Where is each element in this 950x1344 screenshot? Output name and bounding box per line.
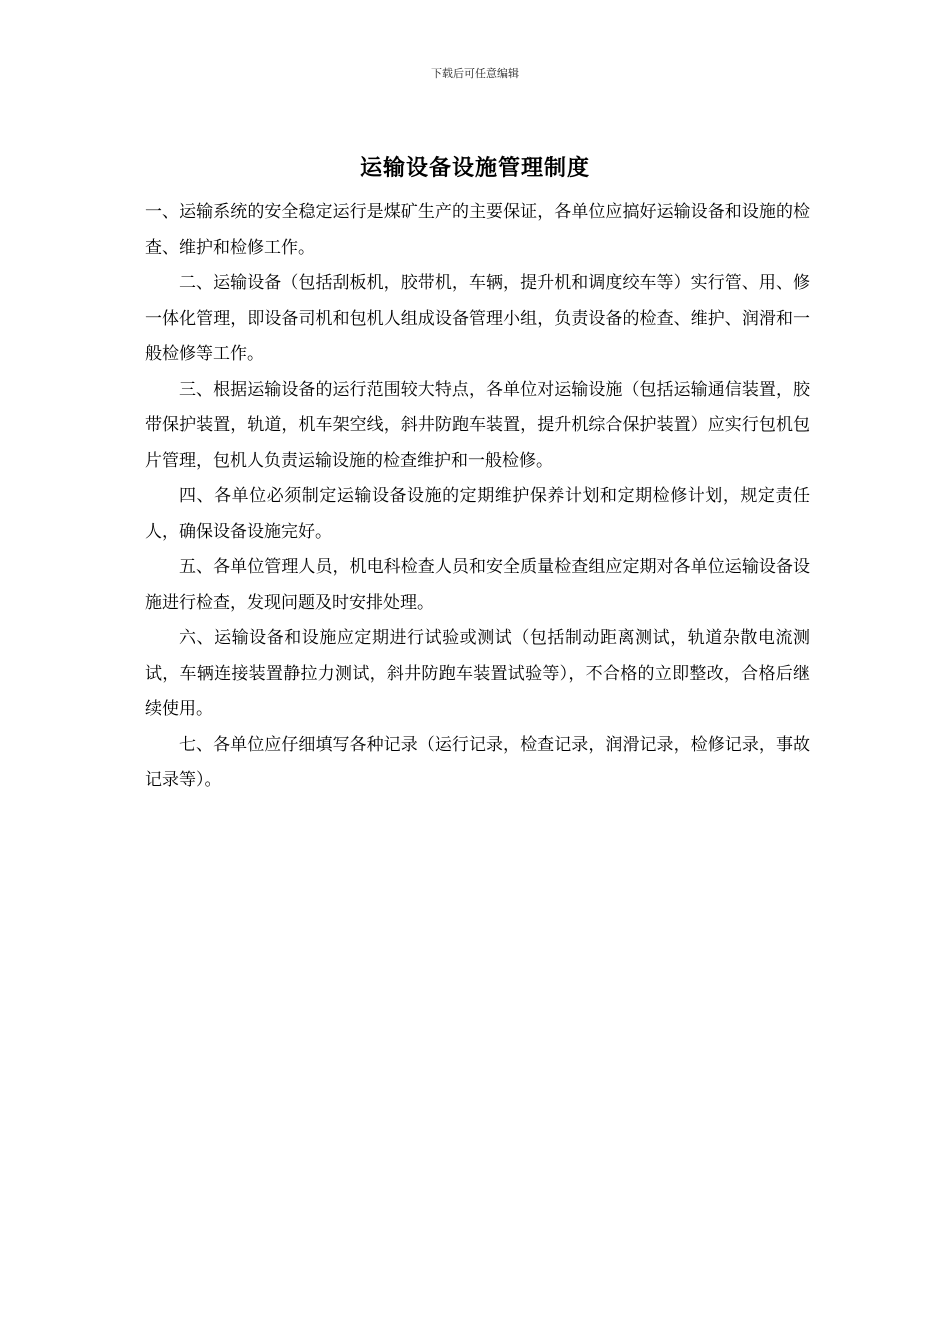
paragraph-3: 三、根据运输设备的运行范围较大特点，各单位对运输设施（包括运输通信装置，胶带保护装置，轨道，机车架空线，斜井防跑车装置，提升机综合保护装置）应实行包机包片管理，包机人负责运输设施的检查维护和一般检修。 (145, 379, 810, 471)
header-note: 下载后可任意编辑 (431, 67, 519, 80)
document-body (145, 195, 810, 799)
paragraph-2: 二、运输设备（包括刮板机，胶带机，车辆，提升机和调度绞车等）实行管、用、修一体化管理，即设备司机和包机人组成设备管理小组，负责设备的检查、维护、润滑和一般检修等工作。 (145, 273, 810, 364)
paragraph-4: 四、各单位必须制定运输设备设施的定期维护保养计划和定期检修计划，规定责任人，确保设备设施完好。 (145, 486, 810, 542)
paragraph-5: 五、各单位管理人员，机电科检查人员和安全质量检查组应定期对各单位运输设备设施进行检查，发现问题及时安排处理。 (145, 557, 810, 613)
paragraph-7: 七、各单位应仔细填写各种记录（运行记录，检查记录，润滑记录，检修记录，事故记录等）。 (145, 734, 810, 790)
paragraph-1: 一、运输系统的安全稳定运行是煤矿生产的主要保证，各单位应搞好运输设备和设施的检查、维护和检修工作。 (145, 202, 810, 258)
document-title: 运输设备设施管理制度 (359, 155, 590, 181)
paragraph-6: 六、运输设备和设施应定期进行试验或测试（包括制动距离测试，轨道杂散电流测试，车辆连接装置静拉力测试，斜井防跑车装置试验等），不合格的立即整改，合格后继续使用。 (145, 628, 810, 719)
